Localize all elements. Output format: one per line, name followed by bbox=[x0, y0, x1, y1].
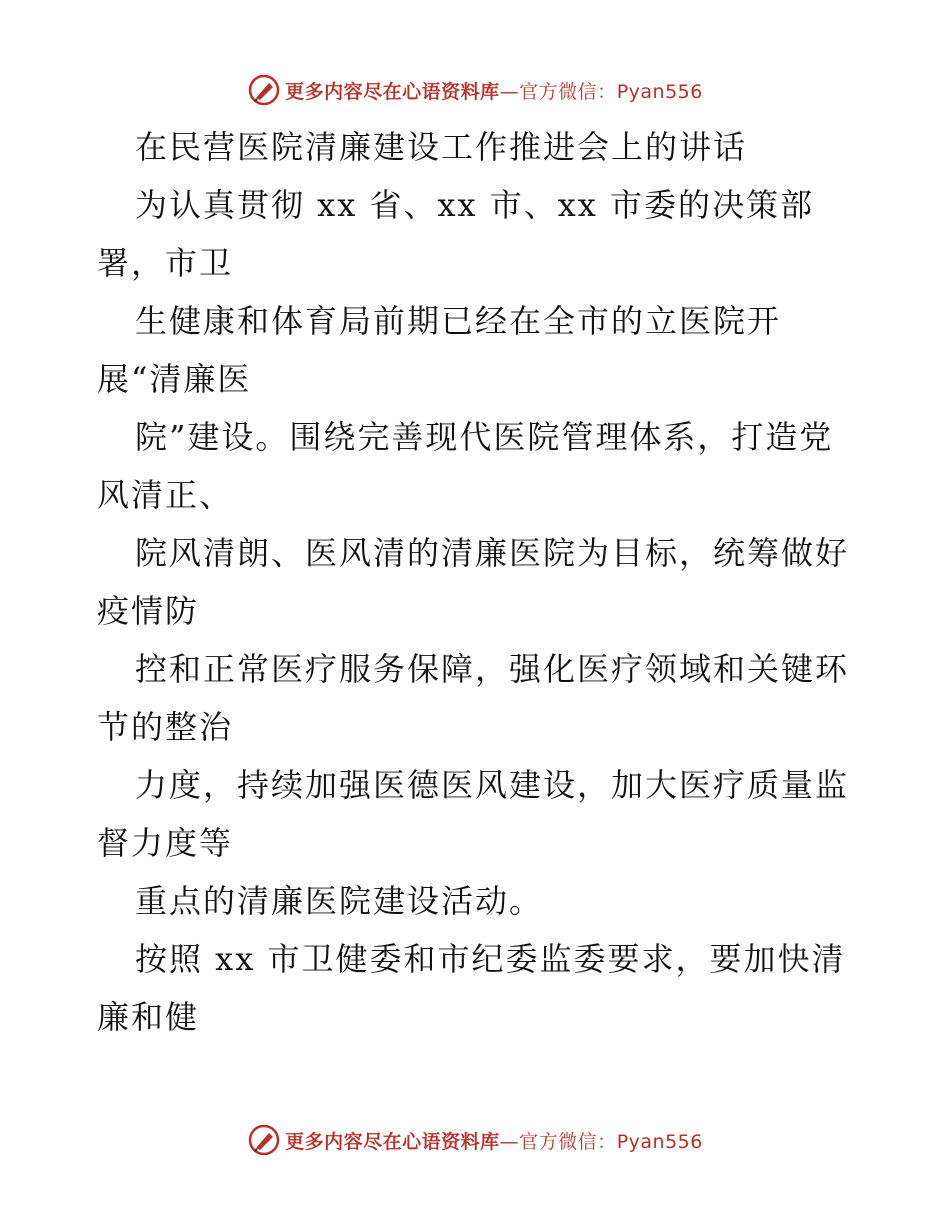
watermark-dash: — bbox=[499, 80, 520, 103]
footer-watermark bbox=[0, 1120, 950, 1160]
document-body bbox=[97, 118, 867, 1046]
text-line: 疫情防 bbox=[97, 592, 200, 630]
watermark-brand: 更多内容尽在心语资料库 bbox=[285, 80, 500, 103]
watermark-dash: — bbox=[499, 1130, 520, 1153]
watermark-id: Pyan556 bbox=[616, 1130, 703, 1153]
text-line: 为认真贯彻 xx 省、xx 市、xx 市委的决策部 bbox=[135, 186, 814, 224]
text-line: 控和正常医疗服务保障，强化医疗领域和关键环 bbox=[135, 650, 850, 688]
watermark-brand: 更多内容尽在心语资料库 bbox=[285, 1130, 500, 1153]
text-line: 署，市卫 bbox=[97, 244, 234, 282]
watermark-official: 官方微信： bbox=[519, 80, 617, 103]
text-line: 督力度等 bbox=[97, 824, 234, 862]
text-line: 力度，持续加强医德医风建设，加大医疗质量监 bbox=[135, 766, 850, 804]
text-line: 重点的清廉医院建设活动。 bbox=[135, 882, 544, 920]
pen-logo-icon bbox=[247, 1123, 281, 1157]
text-line: 生健康和体育局前期已经在全市的立医院开 bbox=[135, 302, 782, 340]
text-line: 廉和健 bbox=[97, 998, 200, 1036]
watermark-id: Pyan556 bbox=[616, 80, 703, 103]
text-line: 展“清廉医 bbox=[97, 360, 252, 398]
watermark-official: 官方微信： bbox=[519, 1130, 617, 1153]
pen-logo-icon bbox=[247, 73, 281, 107]
document-title: 在民营医院清廉建设工作推进会上的讲话 bbox=[135, 128, 748, 166]
text-line: 按照 xx 市卫健委和市纪委监委要求，要加快清 bbox=[135, 940, 846, 978]
header-watermark bbox=[0, 70, 950, 110]
text-line: 节的整治 bbox=[97, 708, 234, 746]
text-line: 院风清朗、医风清的清廉医院为目标，统筹做好 bbox=[135, 534, 850, 572]
text-line: 院”建设。围绕完善现代医院管理体系，打造党 bbox=[135, 418, 834, 456]
text-line: 风清正、 bbox=[97, 476, 234, 514]
